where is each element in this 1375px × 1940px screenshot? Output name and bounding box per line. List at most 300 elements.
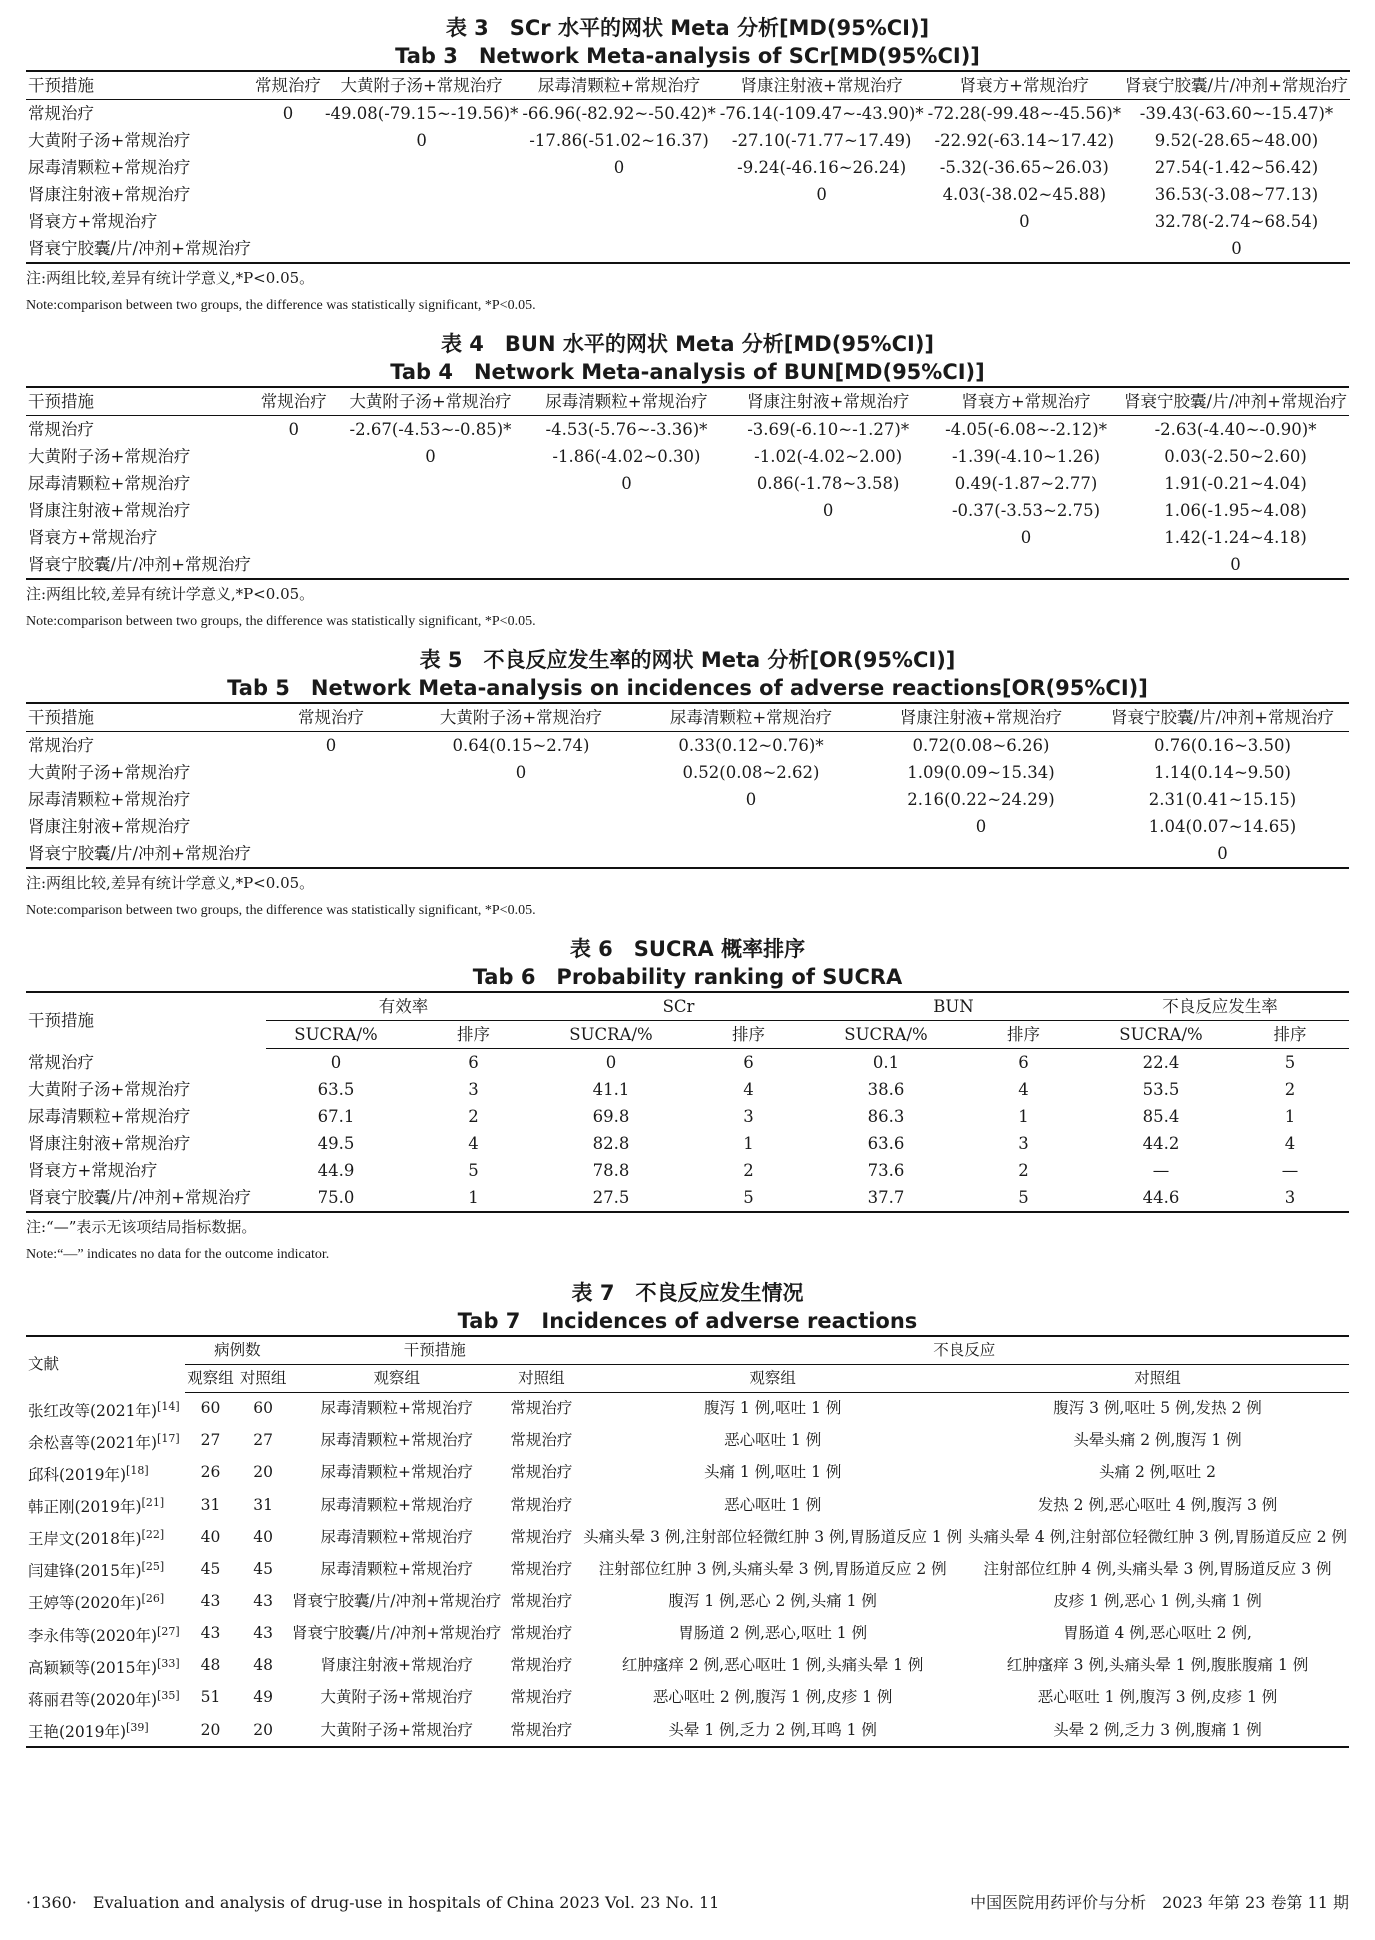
reference-author: 闫建锋(2015年) <box>28 1562 142 1581</box>
table-cell: 0 <box>425 447 436 466</box>
reference-citation: [27] <box>157 1624 180 1638</box>
table-cell <box>253 181 323 208</box>
reference-citation: [39] <box>126 1721 149 1735</box>
table-cell: -4.05(-6.08~-2.12)* <box>945 420 1107 439</box>
table-cell <box>520 181 717 208</box>
table-cell: 0 <box>515 763 527 782</box>
table-cell <box>253 497 334 524</box>
table-cell: -1.39(-4.10~1.26) <box>951 447 1101 466</box>
table-cell: 0 <box>288 420 299 439</box>
table-cell: 胃肠道 4 例,恶心呕吐 2 例, <box>1063 1624 1252 1643</box>
table-cell: 头痛 1 例,呕吐 1 例 <box>704 1463 842 1482</box>
reference-author: 韩正刚(2019年) <box>28 1498 142 1517</box>
table-cell: 44.9 <box>317 1161 355 1180</box>
table-cell: -3.69(-6.10~-1.27)* <box>747 420 910 439</box>
table-cell: 1.04(0.07~14.65) <box>1148 817 1297 836</box>
table-row <box>26 1682 1349 1714</box>
table-cell: 36.53(-3.08~77.13) <box>1154 185 1319 204</box>
table-cell <box>334 524 526 551</box>
table-cell: -5.32(-36.65~26.03) <box>939 158 1109 177</box>
page-content <box>26 14 1349 1748</box>
table-cell: 0 <box>330 1053 342 1072</box>
table-cell: 4 <box>468 1134 479 1153</box>
row-label: 大黄附子汤+常规治疗 <box>28 1080 191 1099</box>
table-cell <box>253 524 334 551</box>
table-cell: 5 <box>468 1161 479 1180</box>
table-cell: 26 <box>200 1463 221 1482</box>
table-cell: 0 <box>416 131 427 150</box>
table-cell: -49.08(-79.15~-19.56)* <box>324 104 519 123</box>
table-cell: -0.37(-3.53~2.75) <box>951 501 1101 520</box>
reference-cell <box>26 1650 185 1682</box>
table-cell <box>726 524 930 551</box>
table-row <box>26 1103 1349 1130</box>
reference-citation: [17] <box>157 1431 180 1445</box>
table-row <box>26 1076 1349 1103</box>
table-row <box>26 1184 1349 1212</box>
table-row <box>26 235 1350 263</box>
table-cell: 常规治疗 <box>510 1527 573 1546</box>
table-cell: 胃肠道 2 例,恶心,呕吐 1 例 <box>678 1624 868 1643</box>
table-row <box>26 1425 1349 1457</box>
tab6-group-header: SCr <box>541 992 816 1021</box>
table-cell: 44.6 <box>1091 1184 1231 1212</box>
table-cell <box>726 551 930 579</box>
table-cell <box>253 443 334 470</box>
table-cell <box>323 181 520 208</box>
table-cell <box>334 497 526 524</box>
tab7-header-adv-obs: 观察组 <box>579 1365 966 1393</box>
table-cell: 2.16(0.22~24.29) <box>907 790 1055 809</box>
table-cell: 5 <box>1284 1053 1296 1072</box>
reference-cell <box>26 1457 185 1489</box>
row-label: 肾康注射液+常规治疗 <box>28 501 191 520</box>
table-cell: -1.02(-4.02~2.00) <box>754 447 903 466</box>
tab3-header-cell: 肾衰宁胶囊/片/冲剂+常规治疗 <box>1123 71 1350 100</box>
reference-author: 王婷等(2020年) <box>28 1594 142 1613</box>
table-cell: 20 <box>236 1714 290 1747</box>
table-cell: 红肿瘙痒 3 例,头痛头晕 1 例,腹胀腹痛 1 例 <box>1006 1656 1309 1675</box>
table-cell: 27.5 <box>541 1184 681 1212</box>
table-cell <box>256 759 406 786</box>
table-cell: 发热 2 例,恶心呕吐 4 例,腹泻 3 例 <box>1037 1495 1278 1514</box>
table-cell <box>926 235 1123 263</box>
table-cell: 0.1 <box>872 1053 900 1072</box>
table-cell: 69.8 <box>592 1107 630 1126</box>
reference-cell <box>26 1682 185 1714</box>
table-cell: 5 <box>956 1184 1091 1212</box>
table-cell: 45 <box>253 1559 274 1578</box>
table-cell: 0.33(0.12~0.76)* <box>678 736 824 755</box>
table-cell: 常规治疗 <box>510 1688 573 1707</box>
row-label: 肾衰宁胶囊/片/冲剂+常规治疗 <box>26 1184 266 1212</box>
table-cell: 3 <box>1231 1184 1349 1212</box>
reference-citation: [21] <box>141 1495 165 1509</box>
table-cell: 0.76(0.16~3.50) <box>1154 736 1291 755</box>
table-row <box>26 1457 1349 1489</box>
row-label: 常规治疗 <box>28 1052 94 1072</box>
table-cell: 0 <box>816 185 827 204</box>
table-cell: 3 <box>743 1107 754 1126</box>
table-cell: 注射部位红肿 4 例,头痛头晕 3 例,胃肠道反应 3 例 <box>983 1559 1332 1578</box>
tab4-table <box>26 386 1349 580</box>
table-cell: 常规治疗 <box>510 1463 573 1482</box>
row-label: 尿毒清颗粒+常规治疗 <box>28 474 191 493</box>
table-cell <box>406 813 636 840</box>
table-cell: 1.91(-0.21~4.04) <box>1164 474 1307 493</box>
tab4-header-cell: 肾康注射液+常规治疗 <box>726 387 930 416</box>
tab5-table <box>26 702 1349 869</box>
table-cell <box>323 235 520 263</box>
row-label: 常规治疗 <box>28 420 94 439</box>
table-cell: 2 <box>1284 1080 1296 1099</box>
reference-citation: [14] <box>157 1399 180 1413</box>
table-cell <box>406 786 636 813</box>
table-cell: 43 <box>253 1624 274 1643</box>
table-row <box>26 1650 1349 1682</box>
table-cell: 0 <box>605 1053 617 1072</box>
table-cell: 常规治疗 <box>510 1559 573 1578</box>
table-cell: 20 <box>185 1714 237 1747</box>
table-cell <box>253 470 334 497</box>
tab3-note-cn: 注:两组比较,差异有统计学意义,*P<0.05。 <box>26 269 315 287</box>
table-cell: 43 <box>253 1592 274 1611</box>
row-label: 大黄附子汤+常规治疗 <box>28 447 191 466</box>
tab6-sub-header-sucra: SUCRA/% <box>816 1021 956 1049</box>
table-cell: 27.54(-1.42~56.42) <box>1154 158 1319 177</box>
tab7-header-lit: 文献 <box>26 1336 185 1393</box>
tab6-sub-header-rank: 排序 <box>681 1021 816 1049</box>
tab4-note-en: Note:comparison between two groups, the difference was statistically significant, *P<0.05. <box>26 614 536 629</box>
table-cell: 31 <box>253 1495 274 1514</box>
tab6-sub-header-sucra: SUCRA/% <box>1091 1021 1231 1049</box>
table-cell <box>636 813 866 840</box>
row-label: 尿毒清颗粒+常规治疗 <box>28 158 191 177</box>
reference-cell <box>26 1553 185 1585</box>
table-cell <box>256 840 406 868</box>
tab6-title-en: Tab 6 Probability ranking of SUCRA <box>472 965 903 989</box>
tab7-header-int-ctrl: 对照组 <box>503 1365 579 1393</box>
tab6-sub-header-rank: 排序 <box>956 1021 1091 1049</box>
reference-citation: [26] <box>141 1592 165 1606</box>
table-cell: 0 <box>822 501 834 520</box>
table-cell: 0 <box>975 817 987 836</box>
table-cell: 头晕 2 例,乏力 3 例,腹痛 1 例 <box>966 1714 1349 1747</box>
table-cell: 60 <box>253 1399 274 1418</box>
table-cell: 85.4 <box>1142 1107 1180 1126</box>
table-cell: 恶心呕吐 1 例,腹泻 3 例,皮疹 1 例 <box>1037 1688 1278 1707</box>
table-cell: 3 <box>1018 1134 1029 1153</box>
table-cell: 9.52(-28.65~48.00) <box>1154 131 1319 150</box>
table-row <box>26 127 1350 154</box>
table-cell: 53.5 <box>1142 1080 1180 1099</box>
table-cell: -66.96(-82.92~-50.42)* <box>522 104 716 123</box>
table-cell: 0 <box>621 474 632 493</box>
table-row <box>26 840 1349 868</box>
tab3-title-cn: 表 3 SCr 水平的网状 Meta 分析[MD(95%CI)] <box>445 16 930 40</box>
table-cell: 48 <box>253 1656 274 1675</box>
table-cell: 4.03(-38.02~45.88) <box>942 185 1107 204</box>
reference-author: 王岸文(2018年) <box>28 1530 142 1549</box>
tab5-note-en: Note:comparison between two groups, the difference was statistically significant, *P<0.05. <box>26 903 536 918</box>
tab3-header-cell: 干预措施 <box>26 71 253 100</box>
table-cell: 49.5 <box>317 1134 355 1153</box>
table-cell: 60 <box>200 1399 221 1418</box>
table-cell: 注射部位红肿 3 例,头痛头晕 3 例,胃肠道反应 2 例 <box>598 1559 947 1578</box>
table-cell: 腹泻 3 例,呕吐 5 例,发热 2 例 <box>1053 1399 1262 1418</box>
table-cell <box>253 154 323 181</box>
table-cell: 0 <box>1019 212 1030 231</box>
table-cell <box>334 551 526 579</box>
table-row <box>26 470 1349 497</box>
table-cell: 恶心呕吐 1 例 <box>724 1431 822 1450</box>
table-cell: 44.2 <box>1142 1134 1180 1153</box>
table-cell: 31 <box>200 1495 221 1514</box>
table-cell <box>253 551 334 579</box>
table-cell: 27 <box>200 1431 221 1450</box>
table-row <box>26 1521 1349 1553</box>
tab7-header-int-obs: 观察组 <box>290 1365 503 1393</box>
table-cell: -17.86(-51.02~16.37) <box>529 131 709 150</box>
tab3-header-cell: 肾康注射液+常规治疗 <box>718 71 926 100</box>
tab5-header-cell: 尿毒清颗粒+常规治疗 <box>636 703 866 732</box>
tab6-sub-header-sucra: SUCRA/% <box>266 1021 406 1049</box>
tab6-group-header: 有效率 <box>266 992 541 1021</box>
table-cell: 63.5 <box>317 1080 355 1099</box>
tab7-title-en: Tab 7 Incidences of adverse reactions <box>457 1309 918 1333</box>
tab4-header-cell: 尿毒清颗粒+常规治疗 <box>527 387 727 416</box>
table-cell: 41.1 <box>592 1080 630 1099</box>
reference-cell <box>26 1521 185 1553</box>
tab3-note-en: Note:comparison between two groups, the difference was statistically significant, *P<0.05. <box>26 298 536 313</box>
tab5-title-cn: 表 5 不良反应发生率的网状 Meta 分析[OR(95%CI)] <box>419 648 956 672</box>
table-row <box>26 1393 1349 1425</box>
table-cell: 0.72(0.08~6.26) <box>912 736 1050 755</box>
table-row <box>26 181 1350 208</box>
tab5-header-cell: 肾康注射液+常规治疗 <box>866 703 1096 732</box>
table-cell <box>253 235 323 263</box>
table-cell: 1.14(0.14~9.50) <box>1154 763 1291 782</box>
table-cell: 1 <box>1018 1107 1029 1126</box>
tab4-note-cn: 注:两组比较,差异有统计学意义,*P<0.05。 <box>26 585 315 603</box>
table-cell <box>323 208 520 235</box>
table-cell: -22.92(-63.14~17.42) <box>934 131 1115 150</box>
table-cell <box>520 235 717 263</box>
table-cell: 51 <box>200 1688 221 1707</box>
table-row <box>26 1553 1349 1585</box>
table-row <box>26 497 1349 524</box>
tab7-header-adverse: 不良反应 <box>579 1336 1349 1365</box>
table-cell: 6 <box>1018 1053 1029 1072</box>
table-cell: -39.43(-63.60~-15.47)* <box>1139 104 1334 123</box>
table-row <box>26 813 1349 840</box>
table-cell: 0.52(0.08~2.62) <box>682 763 820 782</box>
tab6-title-cn: 表 6 SUCRA 概率排序 <box>569 937 806 961</box>
table-row <box>26 1618 1349 1650</box>
tab7-header-cases-ctrl: 对照组 <box>236 1365 290 1393</box>
table-row <box>26 732 1349 760</box>
table-cell: -2.63(-4.40~-0.90)* <box>1154 420 1317 439</box>
table-cell: 78.8 <box>592 1161 630 1180</box>
row-label: 肾衰宁胶囊/片/冲剂+常规治疗 <box>26 235 253 263</box>
table-cell: 1 <box>743 1134 754 1153</box>
table-cell: 0 <box>745 790 757 809</box>
tab7-header-cases: 病例数 <box>185 1336 290 1365</box>
table-cell: 常规治疗 <box>510 1624 573 1643</box>
table-cell: 1 <box>1284 1107 1296 1126</box>
table-cell: 常规治疗 <box>510 1399 573 1418</box>
tab7-header-cases-obs: 观察组 <box>185 1365 237 1393</box>
table-cell <box>930 551 1122 579</box>
table-cell: 尿毒清颗粒+常规治疗 <box>320 1495 473 1514</box>
table-cell: 45 <box>200 1559 221 1578</box>
table-cell: 0.64(0.15~2.74) <box>452 736 590 755</box>
table-cell: 大黄附子汤+常规治疗 <box>290 1714 503 1747</box>
table-cell: 0 <box>1123 235 1350 263</box>
table-cell: 头痛 2 例,呕吐 2 <box>1099 1463 1216 1482</box>
table-cell <box>256 813 406 840</box>
table-cell: 3 <box>468 1080 479 1099</box>
table-row <box>26 1714 1349 1747</box>
table-cell: -9.24(-46.16~26.24) <box>737 158 907 177</box>
footer-journal-en: ·1360· Evaluation and analysis of drug-use in hospitals of China 2023 Vol. 23 No. 11 <box>26 1893 720 1912</box>
table-cell: — <box>1152 1161 1170 1180</box>
table-cell: 常规治疗 <box>510 1431 573 1450</box>
table-cell: 0.03(-2.50~2.60) <box>1164 447 1307 466</box>
table-cell: 86.3 <box>867 1107 905 1126</box>
table-cell: -1.86(-4.02~0.30) <box>552 447 701 466</box>
table-cell: 40 <box>253 1527 274 1546</box>
tab6-group-header: BUN <box>816 992 1091 1021</box>
tab5-note-cn: 注:两组比较,差异有统计学意义,*P<0.05。 <box>26 874 315 892</box>
tab7-title-cn: 表 7 不良反应发生情况 <box>571 1281 804 1305</box>
table-cell: 常规治疗 <box>510 1656 573 1675</box>
tab3-header-cell: 大黄附子汤+常规治疗 <box>323 71 520 100</box>
table-cell: 头痛头晕 3 例,注射部位轻微红肿 3 例,胃肠道反应 1 例 <box>583 1527 963 1546</box>
table-cell <box>323 154 520 181</box>
table-cell: 6 <box>743 1053 754 1072</box>
tab7-header-intervention: 干预措施 <box>290 1336 579 1365</box>
reference-author: 高颖颖等(2015年) <box>28 1658 158 1677</box>
table-cell: 2 <box>1018 1161 1029 1180</box>
table-cell <box>718 208 926 235</box>
row-label: 尿毒清颗粒+常规治疗 <box>28 790 191 809</box>
reference-citation: [22] <box>141 1528 165 1542</box>
table-cell: 32.78(-2.74~68.54) <box>1154 212 1319 231</box>
row-label: 大黄附子汤+常规治疗 <box>28 131 191 150</box>
table-cell: 常规治疗 <box>503 1714 579 1747</box>
table-cell: -27.10(-71.77~17.49) <box>731 131 912 150</box>
row-label: 肾衰宁胶囊/片/冲剂+常规治疗 <box>26 840 256 868</box>
table-cell: 4 <box>1018 1080 1029 1099</box>
row-label: 肾衰方+常规治疗 <box>28 528 158 547</box>
table-cell: 49 <box>253 1688 274 1707</box>
table-cell: 腹泻 1 例,恶心 2 例,头痛 1 例 <box>668 1592 877 1611</box>
table-cell: -72.28(-99.48~-45.56)* <box>927 104 1122 123</box>
table-row <box>26 1157 1349 1184</box>
table-cell: 肾康注射液+常规治疗 <box>320 1656 473 1675</box>
table-cell: 82.8 <box>592 1134 630 1153</box>
table-cell: 头痛头晕 4 例,注射部位轻微红肿 3 例,胃肠道反应 2 例 <box>967 1527 1347 1546</box>
tab5-title-en: Tab 5 Network Meta-analysis on incidences of adverse reactions[OR(95%CI)] <box>227 676 1148 700</box>
tab3-header-cell: 常规治疗 <box>253 71 323 100</box>
table-cell: 27 <box>253 1431 274 1450</box>
tab7-table <box>26 1335 1349 1748</box>
table-cell: 头晕头痛 2 例,腹泻 1 例 <box>1073 1431 1242 1450</box>
row-label: 常规治疗 <box>28 736 94 755</box>
page-footer <box>26 1890 1349 1913</box>
table-cell: 头晕 1 例,乏力 2 例,耳鸣 1 例 <box>579 1714 966 1747</box>
table-cell <box>527 551 727 579</box>
table-cell: — <box>1281 1161 1299 1180</box>
tab4-header-cell: 肾衰方+常规治疗 <box>930 387 1122 416</box>
table-cell: 37.7 <box>816 1184 956 1212</box>
tab3-title-en: Tab 3 Network Meta-analysis of SCr[MD(95%CI)] <box>395 44 980 68</box>
table-cell: 5 <box>681 1184 816 1212</box>
reference-citation: [35] <box>157 1688 180 1702</box>
table-row <box>26 1489 1349 1521</box>
table-cell: 43 <box>200 1624 221 1643</box>
table-cell: 尿毒清颗粒+常规治疗 <box>320 1559 473 1578</box>
reference-cell <box>26 1714 185 1747</box>
table-cell: 0 <box>1096 840 1349 868</box>
table-cell: 75.0 <box>266 1184 406 1212</box>
table-cell <box>256 786 406 813</box>
table-cell: 尿毒清颗粒+常规治疗 <box>320 1527 473 1546</box>
row-label: 肾衰宁胶囊/片/冲剂+常规治疗 <box>26 551 253 579</box>
row-label: 大黄附子汤+常规治疗 <box>28 763 191 782</box>
table-cell: 0 <box>613 158 625 177</box>
table-cell: 2 <box>468 1107 479 1126</box>
table-cell: 肾衰宁胶囊/片/冲剂+常规治疗 <box>292 1624 502 1643</box>
tab4-title-cn: 表 4 BUN 水平的网状 Meta 分析[MD(95%CI)] <box>440 332 935 356</box>
table-cell: 尿毒清颗粒+常规治疗 <box>320 1463 473 1482</box>
tab4-header-cell: 大黄附子汤+常规治疗 <box>334 387 526 416</box>
tab6-note-en: Note:“—” indicates no data for the outcome indicator. <box>26 1247 330 1262</box>
table-cell: 1.09(0.09~15.34) <box>907 763 1055 782</box>
row-label: 肾康注射液+常规治疗 <box>28 817 191 836</box>
table-cell: 0.49(-1.87~2.77) <box>954 474 1098 493</box>
table-cell <box>334 470 526 497</box>
table-cell: 6 <box>468 1053 479 1072</box>
table-cell: 腹泻 1 例,呕吐 1 例 <box>704 1399 842 1418</box>
footer-journal-cn: 中国医院用药评价与分析 2023 年第 23 卷第 11 期 <box>970 1893 1349 1912</box>
tab4-header-cell: 干预措施 <box>26 387 253 416</box>
row-label: 常规治疗 <box>28 104 94 123</box>
table-cell: 皮疹 1 例,恶心 1 例,头痛 1 例 <box>1053 1592 1262 1611</box>
row-label: 尿毒清颗粒+常规治疗 <box>28 1107 191 1126</box>
table-cell <box>636 840 866 868</box>
table-cell: 4 <box>743 1080 754 1099</box>
table-cell: -4.53(-5.76~-3.36)* <box>545 420 708 439</box>
table-cell <box>527 524 727 551</box>
table-cell: 48 <box>200 1656 221 1675</box>
tab5-header-cell: 干预措施 <box>26 703 256 732</box>
table-cell: 2 <box>743 1161 754 1180</box>
reference-citation: [18] <box>126 1463 149 1477</box>
reference-author: 李永伟等(2020年) <box>28 1626 158 1645</box>
table-cell: 恶心呕吐 1 例 <box>724 1495 822 1514</box>
table-cell: 2.31(0.41~15.15) <box>1148 790 1297 809</box>
table-cell: 4 <box>1284 1134 1296 1153</box>
tab3-header-cell: 尿毒清颗粒+常规治疗 <box>520 71 717 100</box>
tab5-header-cell: 肾衰宁胶囊/片/冲剂+常规治疗 <box>1096 703 1349 732</box>
table-cell: 恶心呕吐 2 例,腹泻 1 例,皮疹 1 例 <box>652 1688 893 1707</box>
table-row <box>26 759 1349 786</box>
reference-cell <box>26 1489 185 1521</box>
reference-author: 张红改等(2021年) <box>28 1401 158 1420</box>
table-cell: 尿毒清颗粒+常规治疗 <box>320 1399 473 1418</box>
